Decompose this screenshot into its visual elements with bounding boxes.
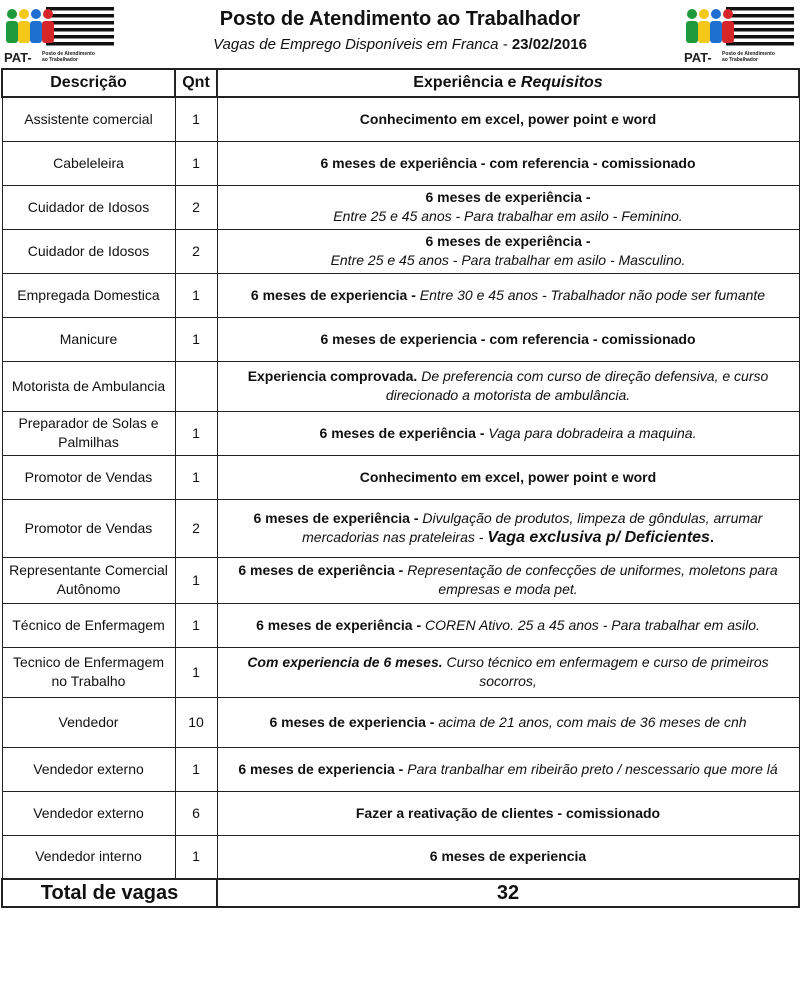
table-row (2, 697, 799, 747)
job-requirements (217, 411, 799, 455)
table-row (2, 141, 799, 185)
job-requirements (217, 229, 799, 273)
job-quantity: 1 (175, 835, 217, 879)
job-requirements (217, 835, 799, 879)
job-description: Assistente comercial (2, 97, 175, 141)
table-row (2, 603, 799, 647)
requirement-bold: 6 meses de experiência - (238, 562, 404, 578)
job-description: Vendedor (2, 697, 175, 747)
table-row (2, 361, 799, 411)
job-quantity: 1 (175, 273, 217, 317)
total-value: 32 (217, 879, 799, 907)
requirement-italic: Entre 25 e 45 anos - Para trabalhar em asilo - Masculino. (330, 252, 686, 268)
table-row (2, 747, 799, 791)
job-description: Promotor de Vendas (2, 499, 175, 557)
job-description: Cabeleleira (2, 141, 175, 185)
job-requirements (217, 141, 799, 185)
job-requirements (217, 455, 799, 499)
requirement-bold: 6 meses de experiência - (256, 616, 422, 633)
pat-logo-left (2, 4, 116, 66)
job-requirements (217, 747, 799, 791)
job-requirements (217, 185, 799, 229)
job-quantity: 1 (175, 455, 217, 499)
subtitle-date: 23/02/2016 (511, 36, 587, 53)
job-requirements (217, 647, 799, 697)
job-quantity: 1 (175, 411, 217, 455)
job-quantity: 1 (175, 747, 217, 791)
requirement-italic: Curso técnico em enfermagem e curso de primeiros socorros, (446, 654, 769, 689)
requirement-bold: 6 meses de experiencia - com referencia - comissionado (320, 330, 696, 347)
pat-logo-right (682, 4, 796, 66)
job-requirements (217, 361, 799, 411)
requirement-italic: Divulgação de produtos, limpeza de gôndulas, arrumar mercadorias nas prateleiras - (302, 510, 763, 545)
job-description: Técnico de Enfermagem (2, 603, 175, 647)
requirement-italic: Entre 25 e 45 anos - Para trabalhar em asilo - Feminino. (333, 208, 683, 224)
requirement-bold: 6 meses de experiência - com referencia - comissionado (320, 154, 696, 171)
requirement-italic: Para tranbalhar em ribeirão preto / nescessario que more lá (407, 760, 778, 777)
job-quantity: 10 (175, 697, 217, 747)
requirement-bold: 6 meses de experiência - (425, 233, 591, 249)
column-header-qnt: Qnt (175, 69, 217, 97)
pat-logo-icon (2, 4, 116, 52)
job-quantity: 2 (175, 185, 217, 229)
job-description: Vendedor interno (2, 835, 175, 879)
job-description: Motorista de Ambulancia (2, 361, 175, 411)
job-quantity: 1 (175, 317, 217, 361)
requirement-italic: De preferencia com curso de direção defensiva, e curso direcionado a motorista de ambulância. (385, 368, 769, 403)
table-row (2, 455, 799, 499)
job-description: Manicure (2, 317, 175, 361)
job-quantity (175, 361, 217, 411)
job-requirements (217, 273, 799, 317)
job-quantity: 1 (175, 557, 217, 603)
requirement-bold: 6 meses de experiencia - (269, 713, 435, 730)
logo-text: PAT- (4, 50, 32, 65)
logo-small-text: Posto de Atendimento ao Trabalhador (722, 51, 775, 63)
requirement-italic: Representação de confecções de uniformes, moletons para empresas e moda pet. (407, 562, 778, 597)
job-quantity: 1 (175, 97, 217, 141)
job-requirements (217, 499, 799, 557)
job-quantity: 1 (175, 647, 217, 697)
page-header (0, 0, 800, 68)
subtitle-text: Vagas de Emprego Disponíveis em Franca - (213, 36, 508, 53)
job-quantity: 1 (175, 141, 217, 185)
job-description: Cuidador de Idosos (2, 229, 175, 273)
table-row (2, 557, 799, 603)
total-label: Total de vagas (2, 879, 217, 907)
job-quantity: 2 (175, 499, 217, 557)
table-row (2, 229, 799, 273)
page-subtitle (120, 36, 680, 53)
job-description: Representante Comercial Autônomo (2, 557, 175, 603)
job-quantity: 2 (175, 229, 217, 273)
table-row (2, 317, 799, 361)
table-row (2, 791, 799, 835)
column-header-experiencia: Experiência e Requisitos (217, 69, 799, 97)
job-table (1, 68, 800, 908)
job-requirements (217, 697, 799, 747)
requirement-italic: COREN Ativo. 25 a 45 anos - Para trabalhar em asilo. (425, 616, 760, 633)
requirement-bold: Experiencia comprovada. (247, 368, 418, 384)
page-title: Posto de Atendimento ao Trabalhador (219, 8, 581, 30)
requirement-bold: Fazer a reativação de clientes - comissionado (355, 804, 661, 821)
requirement-tail: . (709, 529, 714, 545)
logo-small-text: Posto de Atendimento ao Trabalhador (42, 51, 95, 63)
requirement-italic: acima de 21 anos, com mais de 36 meses de cnh (438, 713, 747, 730)
requirement-bold: Conhecimento em excel, power point e word (359, 468, 657, 485)
job-quantity: 1 (175, 603, 217, 647)
job-description: Vendedor externo (2, 747, 175, 791)
job-requirements (217, 317, 799, 361)
requirement-bold: 6 meses de experiência - (319, 424, 485, 441)
job-requirements (217, 791, 799, 835)
total-row (2, 879, 799, 907)
requirement-highlight: Vaga exclusiva p/ Deficientes (487, 529, 710, 546)
requirement-italic: Vaga para dobradeira a maquina. (488, 424, 697, 441)
job-description: Vendedor externo (2, 791, 175, 835)
job-description: Preparador de Solas e Palmilhas (2, 411, 175, 455)
job-description: Cuidador de Idosos (2, 185, 175, 229)
job-requirements (217, 603, 799, 647)
logo-text: PAT- (684, 50, 712, 65)
requirement-bold: 6 meses de experiência - (253, 510, 419, 526)
requirement-bold: 6 meses de experiencia - (238, 760, 404, 777)
job-quantity: 6 (175, 791, 217, 835)
job-description: Empregada Domestica (2, 273, 175, 317)
job-requirements (217, 97, 799, 141)
pat-logo-icon (682, 4, 796, 52)
job-requirements (217, 557, 799, 603)
requirement-bold: Conhecimento em excel, power point e word (359, 110, 657, 127)
table-row (2, 185, 799, 229)
requirement-italic: Entre 30 e 45 anos - Trabalhador não pode ser fumante (419, 286, 766, 303)
table-row (2, 499, 799, 557)
job-description: Tecnico de Enfermagem no Trabalho (2, 647, 175, 697)
table-body (2, 97, 799, 879)
table-row (2, 273, 799, 317)
job-description: Promotor de Vendas (2, 455, 175, 499)
column-header-descricao: Descrição (2, 69, 175, 97)
requirement-bold: Com experiencia de 6 meses. (247, 654, 443, 670)
requirement-bold: 6 meses de experiência - (425, 189, 591, 205)
requirement-bold: 6 meses de experiencia (429, 848, 587, 865)
table-row (2, 97, 799, 141)
requirement-bold: 6 meses de experiencia - (250, 286, 416, 303)
table-row (2, 647, 799, 697)
table-row (2, 835, 799, 879)
table-row (2, 411, 799, 455)
table-header-row (2, 69, 799, 97)
